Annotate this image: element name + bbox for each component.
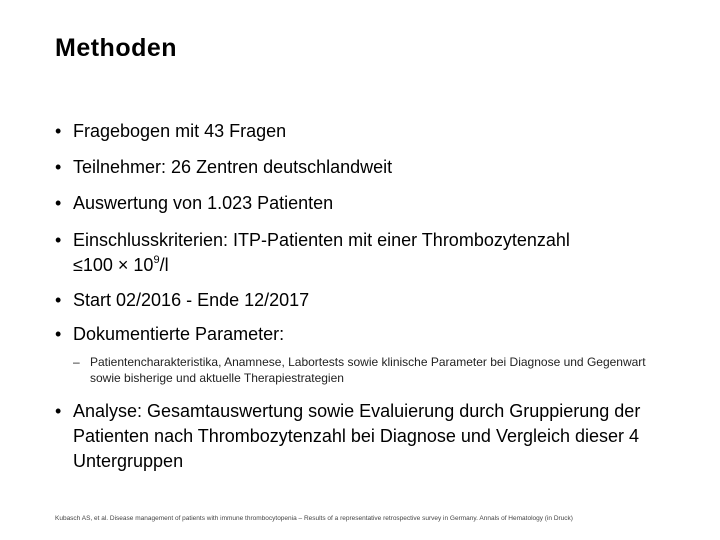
slide-title: Methoden (55, 34, 178, 62)
criteria-line-2 (73, 255, 169, 275)
bullet-text: Fragebogen mit 43 Fragen (73, 121, 287, 141)
bullet-marker: • (55, 157, 62, 177)
criteria-suffix: /l (159, 255, 169, 275)
bullet-marker: • (55, 401, 62, 421)
bullet-text (73, 228, 673, 278)
bullet-marker: • (55, 324, 62, 344)
bullet-text: Teilnehmer: 26 Zentren deutschlandweit (73, 157, 393, 177)
bullet-text: Auswertung von 1.023 Patienten (73, 193, 334, 213)
criteria-prefix: ≤100 × 10 (73, 255, 154, 275)
criteria-exponent: 9 (153, 254, 160, 266)
sub-bullet-text: Patientencharakteristika, Anamnese, Labortests sowie klinische Parameter bei Diagnose und Gegenwart sowie bisherige und aktuelle Therapiestrategien (90, 355, 646, 385)
bullet-marker: • (55, 121, 62, 141)
bullet-text: Dokumentierte Parameter: (73, 324, 285, 344)
criteria-line-1: Einschlusskriterien: ITP-Patienten mit einer Thrombozytenzahl (73, 230, 570, 250)
citation-footer: Kubasch AS, et al. Disease management of patients with immune thrombocytopenia – Results of a representative retrospective survey in Germany. Annals of Hematology (in Druck) (55, 515, 573, 522)
dash-marker: – (73, 355, 80, 369)
bullet-marker: • (55, 193, 62, 213)
bullet-marker: • (55, 230, 62, 250)
bullet-marker: • (55, 290, 62, 310)
bullet-text: Start 02/2016 - Ende 12/2017 (73, 290, 310, 310)
bullet-text: Analyse: Gesamtauswertung sowie Evaluierung durch Gruppierung der Patienten nach Thrombozytenzahl bei Diagnose und Vergleich dieser 4 Untergruppen (73, 401, 641, 471)
